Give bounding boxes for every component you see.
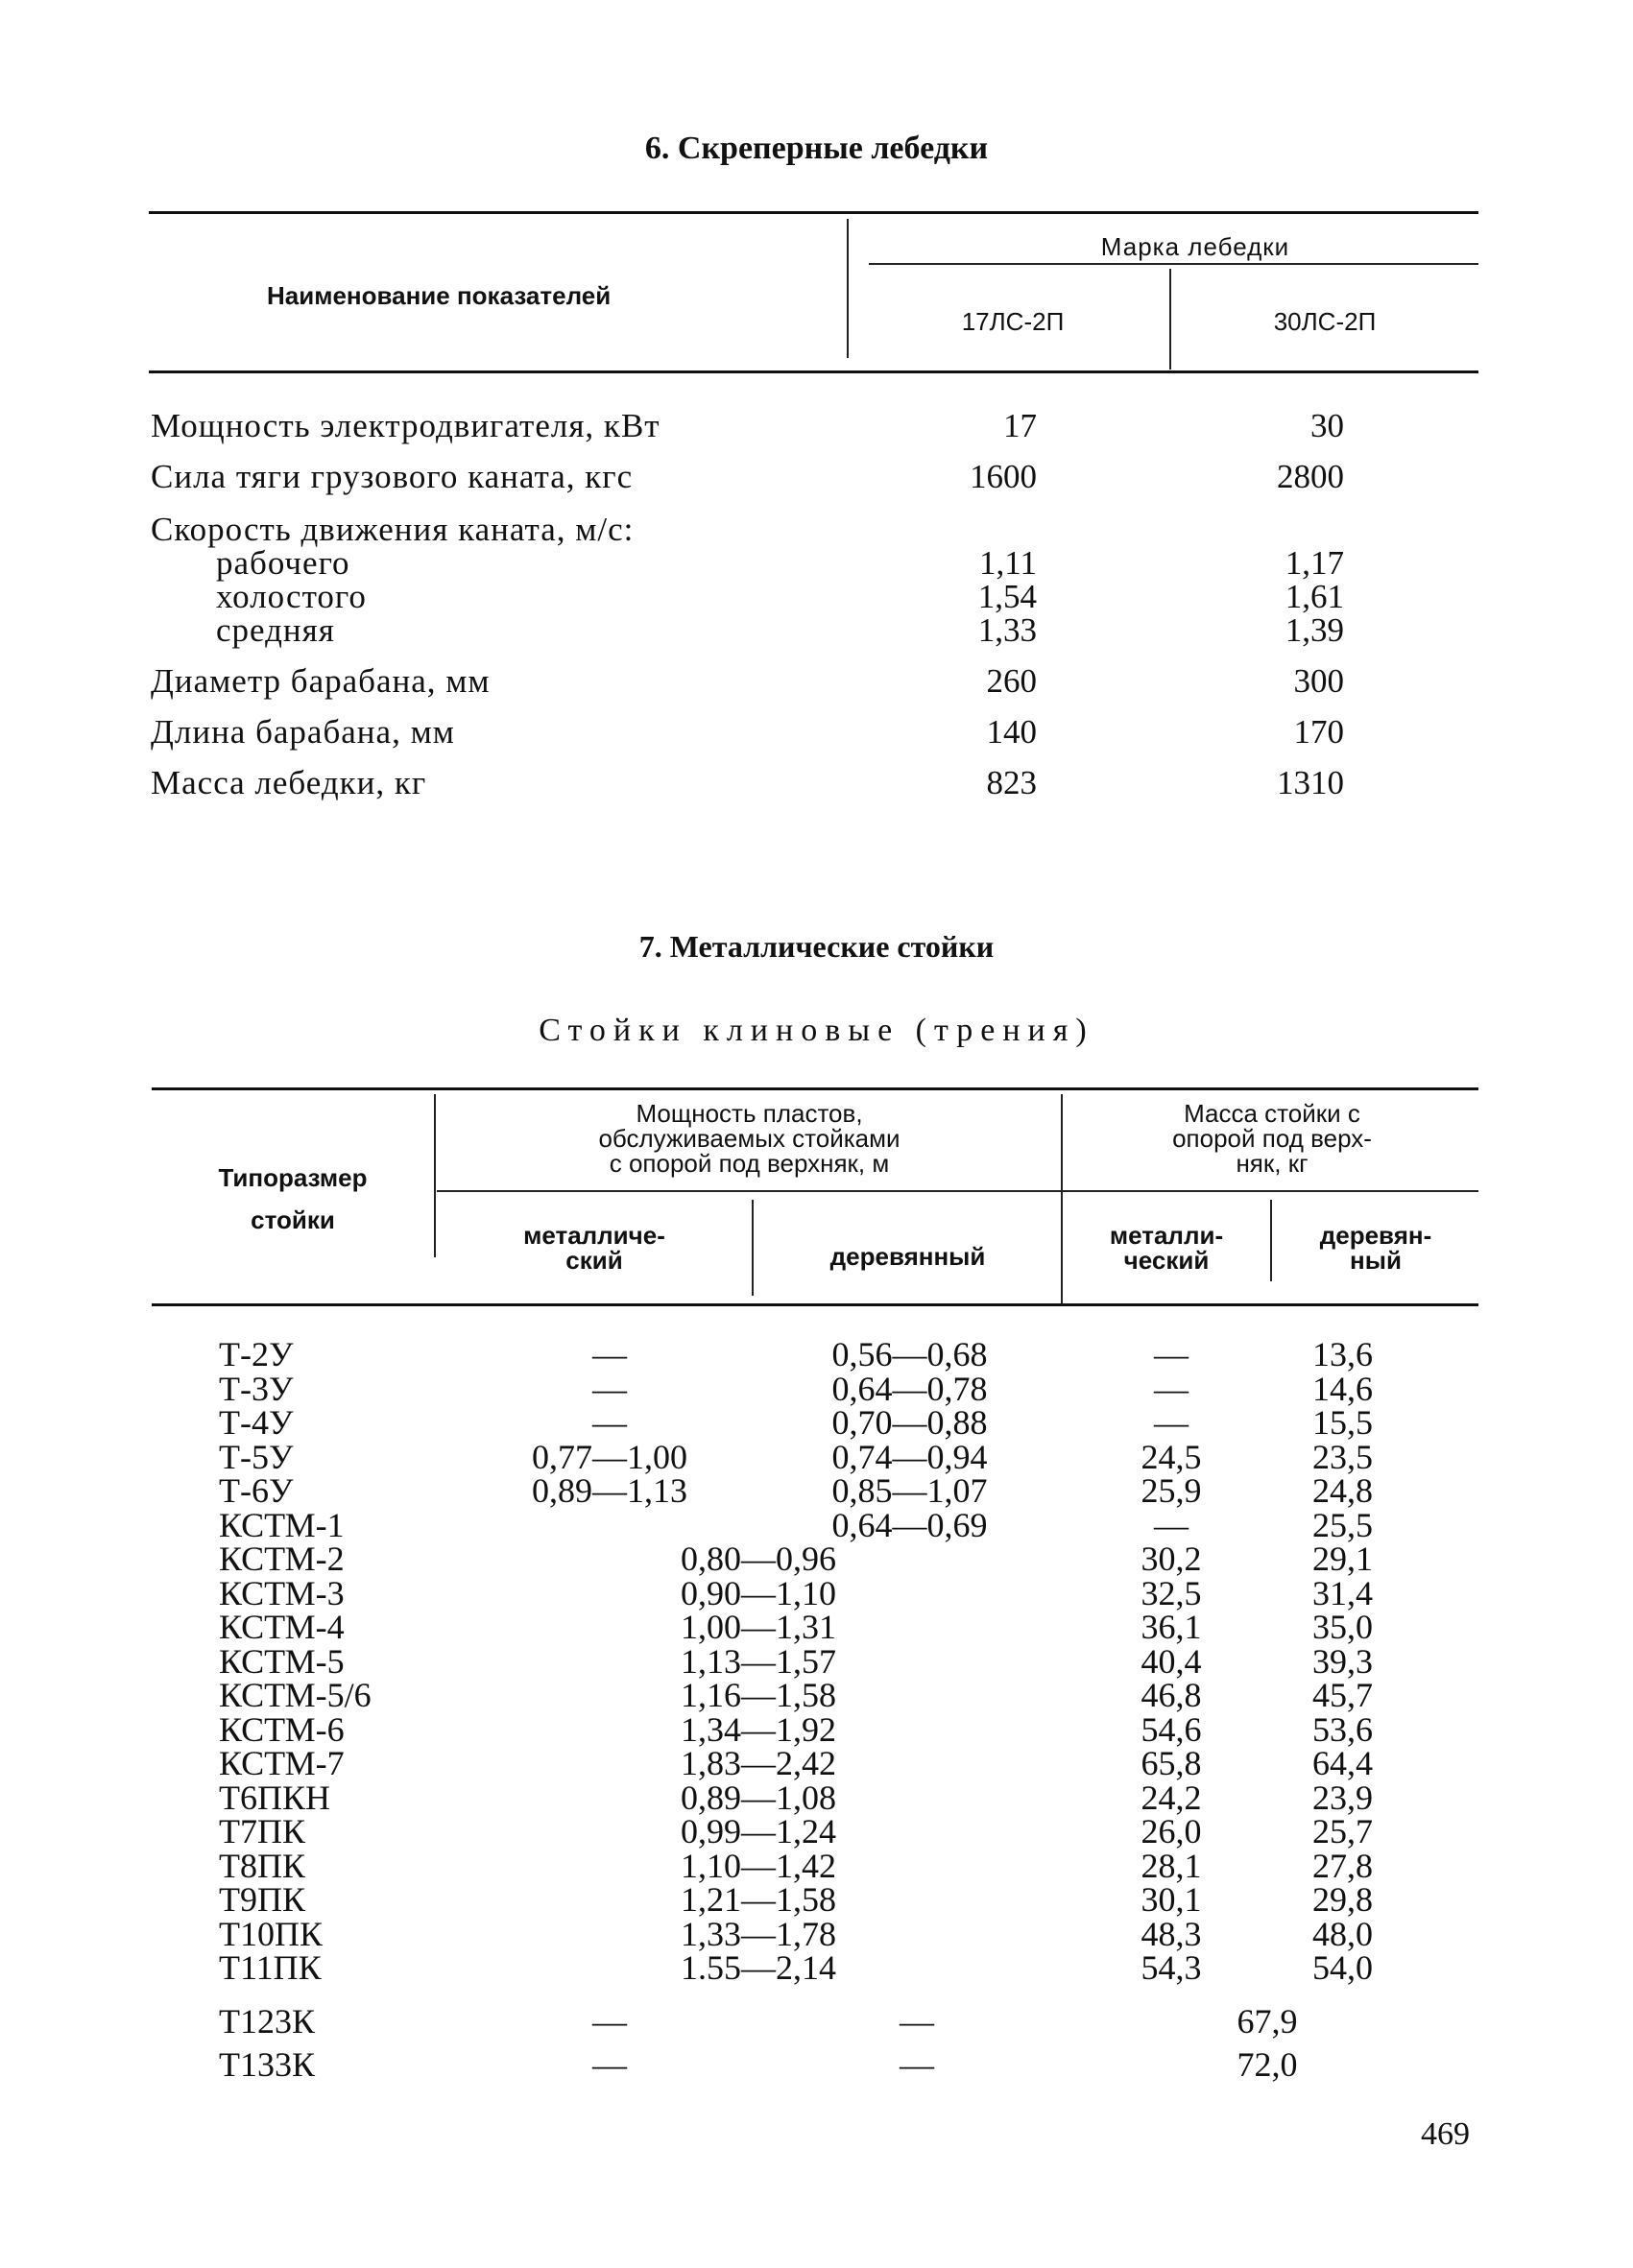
- table7-sub2-divider: [1270, 1200, 1272, 1281]
- table6-subcol-divider: [1169, 269, 1171, 370]
- table7-row-mass-wood: 35,0: [1312, 1608, 1373, 1646]
- table7-tail-power-wood: —: [900, 2045, 934, 2084]
- table7-row-mass-wood: 13,6: [1312, 1335, 1373, 1373]
- table7-col-type-1: Типоразмер: [218, 1163, 368, 1192]
- table7-row-type: Т-3У: [219, 1370, 294, 1408]
- table7-sub-wood2-l1: деревян-: [1319, 1221, 1432, 1250]
- table6-row-label: Мощность электродвигателя, кВт: [151, 407, 660, 444]
- table7-header-rule: [152, 1303, 1478, 1306]
- table7-row-power: 1,33—1,78: [681, 1915, 836, 1953]
- table6-col-a: 17ЛС-2П: [961, 307, 1065, 336]
- table7-tail-power-metal: —: [592, 2045, 627, 2084]
- table7-row-mass-metal: 36,1: [1141, 1608, 1202, 1646]
- table7-row-mass-metal: 25,9: [1141, 1471, 1202, 1510]
- table7-row-mass-wood: 23,9: [1312, 1779, 1373, 1817]
- table7-row-mass-metal: 32,5: [1141, 1574, 1202, 1612]
- table7-row-mass-metal: —: [1154, 1370, 1189, 1408]
- table7-row-mass-metal: 26,0: [1141, 1812, 1202, 1850]
- table7-row-power: 1,00—1,31: [681, 1608, 836, 1646]
- table6-col-param: Наименование показателей: [267, 281, 612, 310]
- table7-row-mass-metal: 54,6: [1141, 1710, 1202, 1749]
- table6-row-b: 1,61: [1285, 578, 1344, 615]
- table7-row-power: 0,90—1,10: [681, 1574, 836, 1612]
- table7-row-type: КСТМ-3: [219, 1574, 345, 1612]
- table6-row-a: 260: [986, 662, 1037, 700]
- table7-row-mass-metal: 30,2: [1141, 1540, 1202, 1578]
- table7-sub-metal-l1: металличе-: [523, 1221, 665, 1250]
- table7-row-type: КСТМ-6: [219, 1710, 345, 1749]
- table7-row-power-wood: 0,64—0,69: [831, 1506, 988, 1544]
- table6-top-rule: [149, 211, 1478, 214]
- table7-row-mass-wood: 29,8: [1312, 1880, 1373, 1919]
- table7-row-mass-wood: 15,5: [1312, 1403, 1373, 1442]
- table6-row-b: 170: [1293, 713, 1344, 751]
- table7-row-power: 1,21—1,58: [681, 1880, 836, 1919]
- table7-row-mass-metal: 24,5: [1141, 1438, 1202, 1476]
- table6-row-a: 1,11: [979, 544, 1037, 582]
- table7-row-power: 1,10—1,42: [681, 1847, 836, 1885]
- table7-col-power-l1: Мощность пластов,: [636, 1099, 863, 1128]
- table7-col-power-l2: обслуживаемых стойками: [598, 1124, 901, 1153]
- table7-row-mass-metal: 28,1: [1141, 1847, 1202, 1885]
- table7-sub-metal2-l2: ческий: [1123, 1246, 1210, 1275]
- table7-row-mass-metal: —: [1154, 1335, 1189, 1373]
- table7-row-mass-wood: 25,5: [1312, 1506, 1373, 1544]
- table6-row-a: 1,54: [977, 578, 1037, 615]
- table7-row-mass-metal: 54,3: [1141, 1948, 1202, 1987]
- table7-tail-type: Т133К: [219, 2045, 316, 2084]
- table7-tail-type: Т123К: [219, 2002, 316, 2041]
- table7-tail-mass: 72,0: [1237, 2045, 1298, 2084]
- table7-row-power-wood: 0,74—0,94: [831, 1438, 988, 1476]
- table6-row-b: 1,17: [1285, 544, 1344, 582]
- table7-row-mass-wood: 29,1: [1312, 1540, 1373, 1578]
- table6-row-label: Диаметр барабана, мм: [151, 662, 491, 700]
- table6-row-a: 17: [1003, 407, 1037, 444]
- table7-row-mass-wood: 45,7: [1312, 1676, 1373, 1714]
- table7-row-mass-wood: 48,0: [1312, 1915, 1373, 1953]
- table6-group-rule: [869, 263, 1478, 265]
- table6-row-label: холостого: [216, 578, 367, 615]
- table7-row-mass-wood: 27,8: [1312, 1847, 1373, 1885]
- table7-sub-metal-l2: ский: [565, 1246, 623, 1275]
- table7-row-power-metal: 0,89—1,13: [532, 1471, 687, 1510]
- table6-row-b: 30: [1310, 407, 1344, 444]
- table6-row-b: 2800: [1277, 458, 1344, 495]
- table7-row-mass-metal: 30,1: [1141, 1880, 1202, 1919]
- table7-row-mass-wood: 53,6: [1312, 1710, 1373, 1749]
- table7-row-type: КСТМ-5: [219, 1642, 345, 1681]
- table7-tail-power-metal: —: [592, 2002, 627, 2041]
- table7-row-power-metal: —: [592, 1403, 627, 1442]
- table6-row-label: Масса лебедки, кг: [151, 764, 427, 801]
- table7-row-type: КСТМ-1: [219, 1506, 345, 1544]
- table7-row-power: 1,83—2,42: [681, 1744, 836, 1782]
- table7-title: 7. Металлические стойки: [638, 929, 995, 964]
- table6-row-label: средняя: [216, 611, 335, 649]
- table7-row-power-wood: 0,56—0,68: [831, 1335, 988, 1373]
- table6-row-a: 1600: [970, 458, 1037, 495]
- table7-col-mass: [1066, 1101, 1478, 1176]
- table6-row-b: 1310: [1277, 764, 1344, 801]
- table7-group-divider: [1061, 1094, 1063, 1305]
- table7-col-power: [440, 1101, 1059, 1176]
- table7-sub-wood2-l2: ный: [1350, 1246, 1402, 1275]
- table7-row-mass-metal: 40,4: [1141, 1642, 1202, 1681]
- table6-row-b: 1,39: [1285, 611, 1344, 649]
- table6-row-a: 823: [986, 764, 1037, 801]
- table7-row-power: 0,99—1,24: [681, 1812, 836, 1850]
- table6-row-a: 1,33: [977, 611, 1037, 649]
- table7-row-type: Т-5У: [219, 1438, 294, 1476]
- table7-row-type: КСТМ-5/6: [219, 1676, 372, 1714]
- table7-row-power-metal: 0,77—1,00: [532, 1438, 687, 1476]
- table7-row-type: Т-2У: [219, 1335, 294, 1373]
- table7-top-rule: [152, 1087, 1478, 1090]
- table6-row-b: 300: [1293, 662, 1344, 700]
- table7-row-mass-metal: 65,8: [1141, 1744, 1202, 1782]
- table7-row-type: Т11ПК: [219, 1948, 322, 1987]
- table7-row-mass-metal: 46,8: [1141, 1676, 1202, 1714]
- table6-header-divider: [847, 219, 849, 358]
- table7-row-type: Т10ПК: [219, 1915, 323, 1953]
- table7-tail-mass: 67,9: [1237, 2002, 1298, 2041]
- table7-row-power: 0,80—0,96: [681, 1540, 836, 1578]
- table7-group-rule: [437, 1190, 1478, 1192]
- table7-row-power: 1,13—1,57: [681, 1642, 836, 1681]
- table7-row-mass-wood: 39,3: [1312, 1642, 1373, 1681]
- table7-row-mass-wood: 25,7: [1312, 1812, 1373, 1850]
- table7-row-mass-wood: 54,0: [1312, 1948, 1373, 1987]
- table7-row-type: Т6ПКН: [219, 1779, 330, 1817]
- table7-row-type: Т-4У: [219, 1403, 294, 1442]
- table7-row-type: КСТМ-2: [219, 1540, 345, 1578]
- table7-col-power-l3: с опорой под верхняк, м: [609, 1149, 890, 1178]
- table7-row-type: Т9ПК: [219, 1880, 305, 1919]
- table7-row-type: КСТМ-7: [219, 1744, 345, 1782]
- table7-row-power: 1,16—1,58: [681, 1676, 836, 1714]
- table7-row-power-wood: 0,64—0,78: [831, 1370, 988, 1408]
- table7-tail-power-wood: —: [900, 2002, 934, 2041]
- table7-row-power: 0,89—1,08: [681, 1779, 836, 1817]
- table7-row-mass-metal: —: [1154, 1403, 1189, 1442]
- table7-row-type: Т7ПК: [219, 1812, 305, 1850]
- page-number: 469: [1421, 2116, 1470, 2152]
- table7-sub-metal2: [1066, 1223, 1267, 1273]
- table7-row-type: КСТМ-4: [219, 1608, 345, 1646]
- table6-row-label: рабочего: [216, 544, 350, 582]
- table7-row-power-metal: —: [592, 1335, 627, 1373]
- table6-row-a: 140: [986, 713, 1037, 751]
- table7-row-power-wood: 0,70—0,88: [831, 1403, 988, 1442]
- table7-row-type: Т8ПК: [219, 1847, 305, 1885]
- table7-sub-metal: [440, 1223, 749, 1273]
- table7-row-mass-wood: 23,5: [1312, 1438, 1373, 1476]
- table7-col-type-2: стойки: [251, 1206, 335, 1234]
- table7-row-mass-wood: 31,4: [1312, 1574, 1373, 1612]
- table7-row-power-metal: —: [592, 1370, 627, 1408]
- table7-row-mass-metal: 48,3: [1141, 1915, 1202, 1953]
- table6-col-b: 30ЛС-2П: [1273, 307, 1377, 336]
- table7-row-mass-metal: —: [1154, 1506, 1189, 1544]
- table7-row-mass-wood: 24,8: [1312, 1471, 1373, 1510]
- table7-col-mass-l1: Масса стойки с: [1184, 1099, 1360, 1128]
- table6-row-label: Сила тяги грузового каната, кгс: [151, 458, 634, 495]
- table6-header-rule: [149, 370, 1478, 373]
- table7-row-mass-wood: 14,6: [1312, 1370, 1373, 1408]
- table6-col-group: Марка лебедки: [1100, 232, 1290, 261]
- table7-row-power-wood: 0,85—1,07: [831, 1471, 988, 1510]
- table7-sub-metal2-l1: металли-: [1109, 1221, 1224, 1250]
- table7-subtitle: Стойки клиновые (трения): [539, 1013, 1094, 1048]
- table6-row-label: Длина барабана, мм: [151, 713, 455, 751]
- table7-sub-wood2: [1275, 1223, 1477, 1273]
- table7-col-mass-l2: опорой под верх-: [1172, 1124, 1372, 1153]
- table7-row-mass-wood: 64,4: [1312, 1744, 1373, 1782]
- table7-row-mass-metal: 24,2: [1141, 1779, 1202, 1817]
- table7-sub1-divider: [752, 1200, 754, 1296]
- table7-col-mass-l3: няк, кг: [1236, 1149, 1309, 1178]
- table7-type-divider: [434, 1094, 436, 1257]
- table6-title: 6. Скреперные лебедки: [644, 131, 989, 166]
- table6-row-label: Скорость движения каната, м/с:: [151, 511, 635, 548]
- table7-row-power: 1,34—1,92: [681, 1710, 836, 1749]
- table7-sub-wood: деревянный: [829, 1242, 986, 1271]
- table7-row-power: 1.55—2,14: [681, 1948, 836, 1987]
- table7-row-type: Т-6У: [219, 1471, 294, 1510]
